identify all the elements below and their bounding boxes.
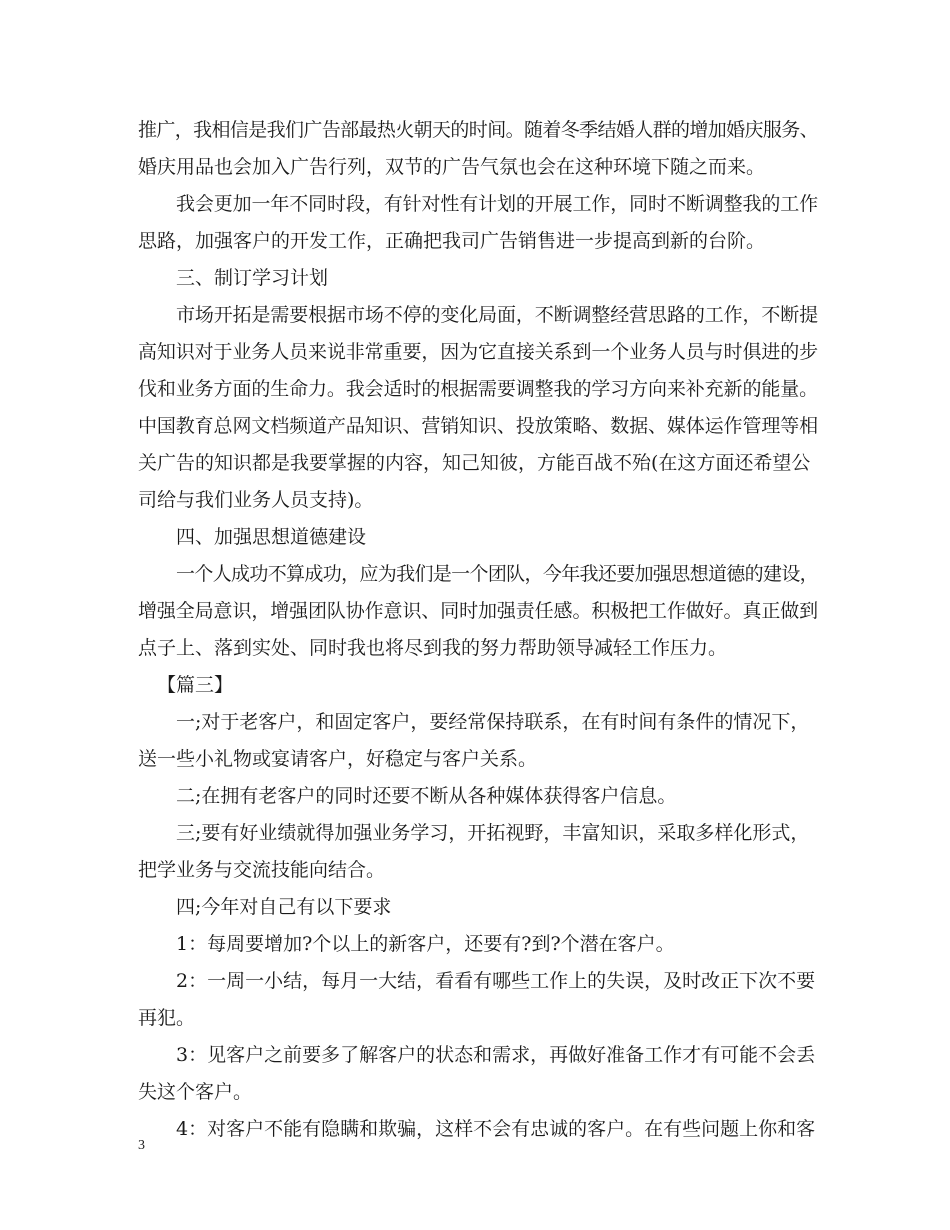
- text-line: 四;今年对自己有以下要求: [176, 896, 392, 918]
- text-line: 增强全局意识，增强团队协作意识、同时加强责任感。积极把工作做好。真正做到: [138, 600, 818, 622]
- text-line: 关广告的知识都是我要掌握的内容，知己知彼，方能百战不殆(在这方面还希望公: [138, 452, 811, 474]
- body-text: [138, 112, 818, 1148]
- text-line: 再犯。: [138, 1007, 196, 1029]
- text-line: 1：每周要增加?个以上的新客户，还要有?到?个潜在客户。: [176, 933, 675, 955]
- text-line: 推广，我相信是我们广告部最热火朝天的时间。随着冬季结婚人群的增加婚庆服务、: [138, 119, 818, 141]
- text-line: 2：一周一小结，每月一大结，看看有哪些工作上的失误，及时改正下次不要: [176, 970, 816, 992]
- text-line: 高知识对于业务人员来说非常重要，因为它直接关系到一个业务人员与时俱进的步: [138, 341, 818, 363]
- text-line: 3：见客户之前要多了解客户的状态和需求，再做好准备工作才有可能不会丢: [176, 1044, 816, 1066]
- text-line: 送一些小礼物或宴请客户，好稳定与客户关系。: [138, 748, 538, 770]
- text-line: 中国教育总网文档频道产品知识、营销知识、投放策略、数据、媒体运作管理等相: [138, 415, 818, 437]
- text-line: 把学业务与交流技能向结合。: [138, 859, 386, 881]
- text-line: 四、加强思想道德建设: [176, 526, 367, 548]
- text-line: 4：对客户不能有隐瞒和欺骗，这样不会有忠诚的客户。在有些问题上你和客: [176, 1118, 816, 1140]
- text-line: 点子上、落到实处、同时我也将尽到我的努力帮助领导减轻工作压力。: [138, 637, 728, 659]
- text-line: 思路，加强客户的开发工作，正确把我司广告销售进一步提高到新的台阶。: [138, 230, 766, 252]
- text-line: 市场开拓是需要根据市场不停的变化局面，不断调整经营思路的工作，不断提: [176, 304, 818, 326]
- text-line: 三;要有好业绩就得加强业务学习，开拓视野，丰富知识，采取多样化形式，: [176, 822, 810, 844]
- text-line: 二;在拥有老客户的同时还要不断从各种媒体获得客户信息。: [176, 785, 677, 807]
- text-line: 三、制订学习计划: [176, 267, 329, 289]
- text-line: 一个人成功不算成功，应为我们是一个团队，今年我还要加强思想道德的建设，: [176, 563, 818, 585]
- text-line: 司给与我们业务人员支持)。: [138, 489, 374, 511]
- text-line: 婚庆用品也会加入广告行列，双节的广告气氛也会在这种环境下随之而来。: [138, 156, 766, 178]
- page-number: 3: [138, 1138, 145, 1153]
- text-line: 一;对于老客户，和固定客户，要经常保持联系，在有时间有条件的情况下，: [176, 711, 810, 733]
- text-line: 伐和业务方面的生命力。我会适时的根据需要调整我的学习方向来补充新的能量。: [138, 378, 818, 400]
- text-line: 失这个客户。: [138, 1081, 253, 1103]
- text-line: 我会更加一年不同时段，有针对性有计划的开展工作，同时不断调整我的工作: [176, 193, 818, 215]
- text-line: 【篇三】: [157, 674, 234, 696]
